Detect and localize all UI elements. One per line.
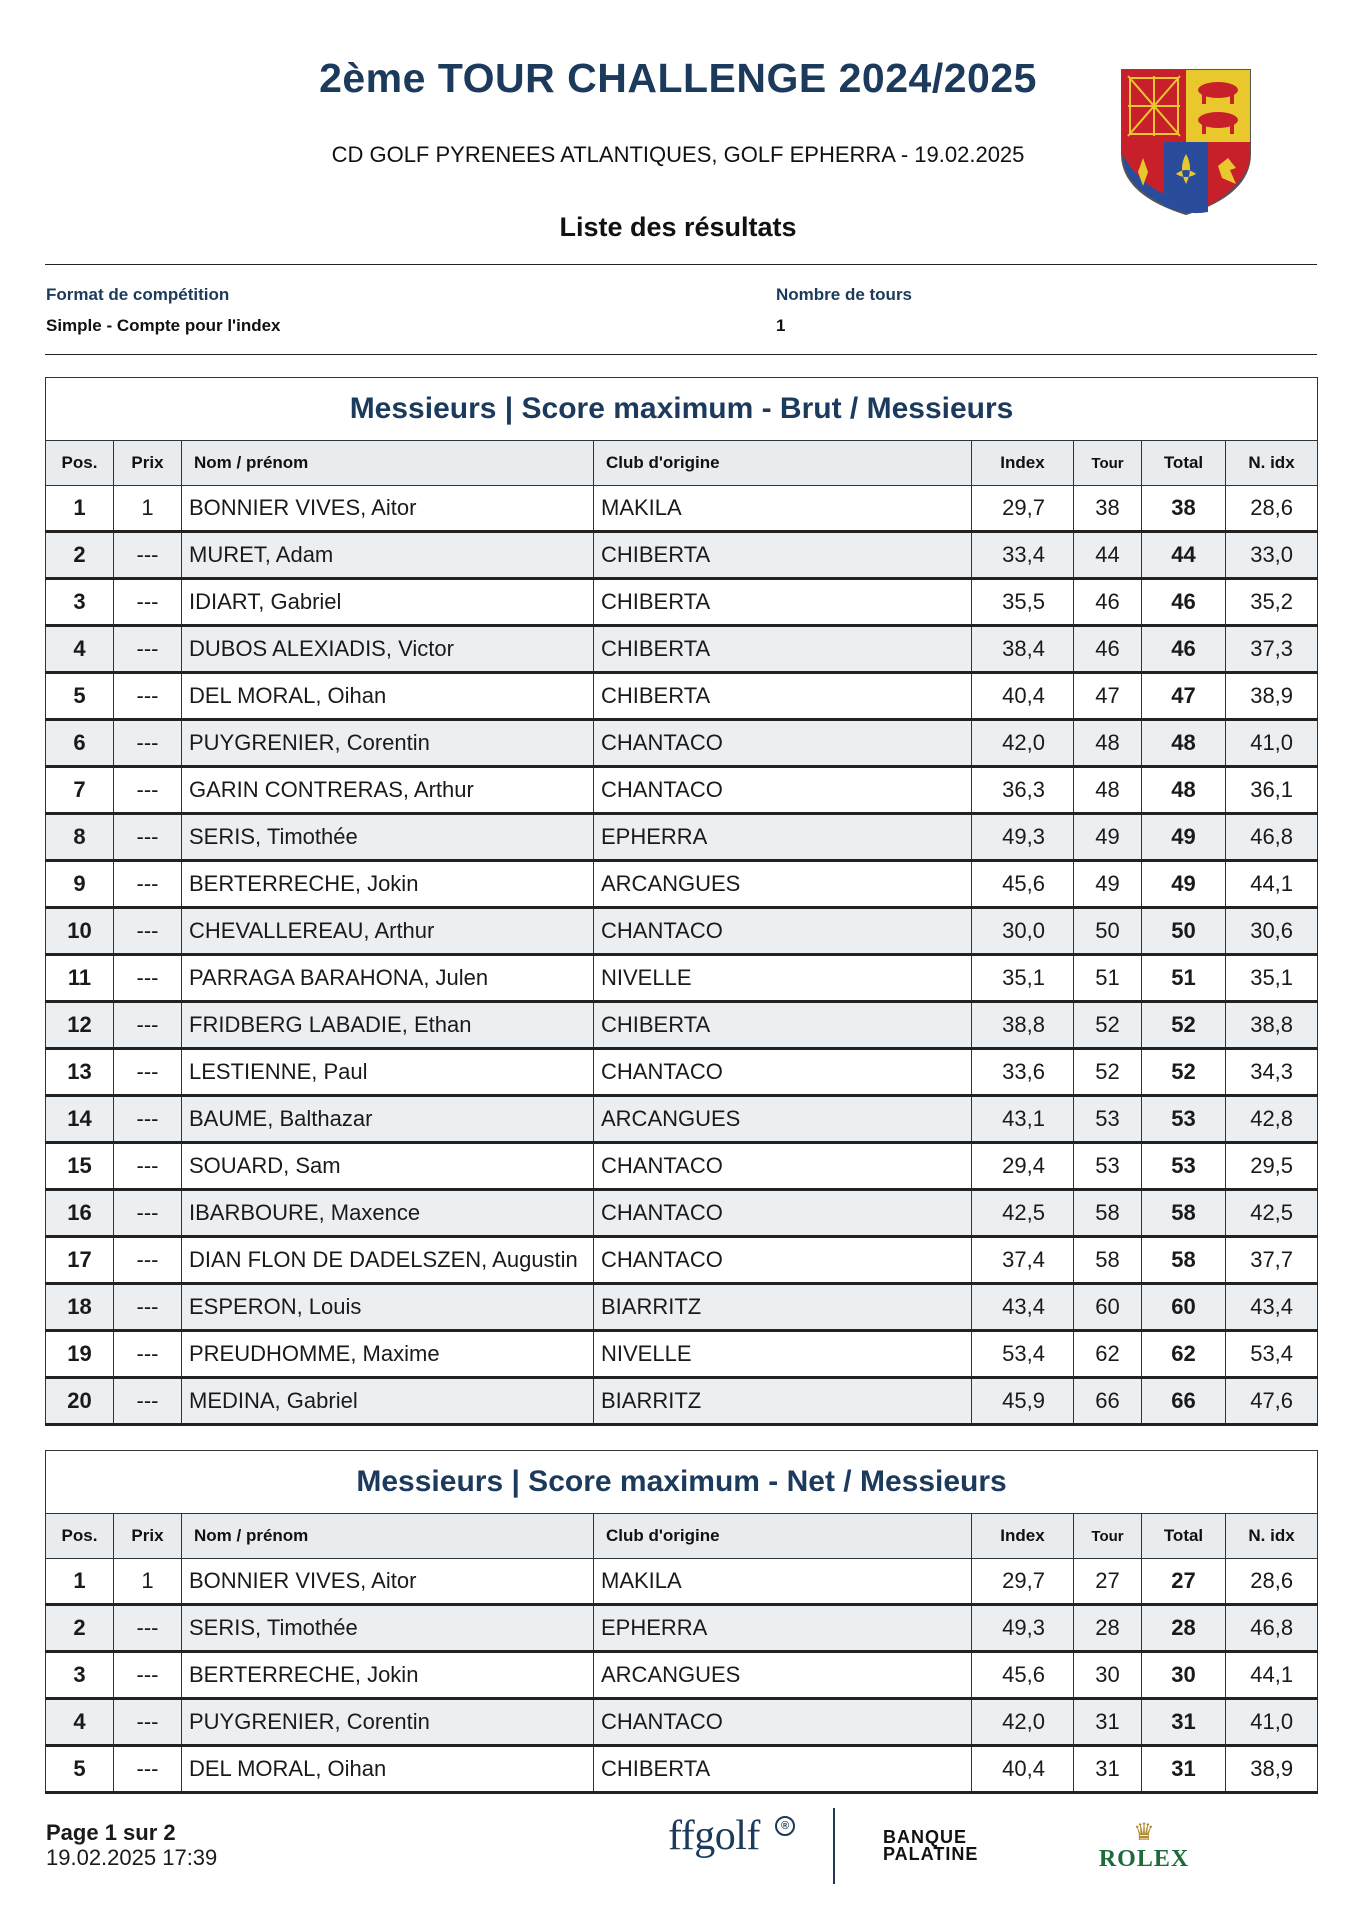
cell-prix: --- — [114, 720, 182, 767]
cell-tour: 49 — [1074, 861, 1142, 908]
cell-pos: 9 — [46, 861, 114, 908]
cell-nidx: 38,9 — [1226, 673, 1318, 720]
cell-prix: 1 — [114, 486, 182, 532]
cell-nom: BERTERRECHE, Jokin — [182, 861, 594, 908]
col-header-club: Club d'origine — [594, 1514, 972, 1559]
cell-prix: --- — [114, 1096, 182, 1143]
palatine-line1: BANQUE — [883, 1827, 968, 1847]
cell-tour: 30 — [1074, 1652, 1142, 1699]
cell-prix: --- — [114, 1143, 182, 1190]
cell-nom: DIAN FLON DE DADELSZEN, Augustin — [182, 1237, 594, 1284]
cell-tour: 53 — [1074, 1096, 1142, 1143]
cell-club: EPHERRA — [594, 814, 972, 861]
cell-index: 29,7 — [972, 486, 1074, 532]
cell-nom: BAUME, Balthazar — [182, 1096, 594, 1143]
rolex-logo — [1096, 1820, 1192, 1872]
cell-pos: 15 — [46, 1143, 114, 1190]
cell-club: CHANTACO — [594, 1049, 972, 1096]
cell-total: 46 — [1142, 579, 1226, 626]
cell-total: 66 — [1142, 1378, 1226, 1425]
cell-nidx: 44,1 — [1226, 861, 1318, 908]
cell-club: CHIBERTA — [594, 626, 972, 673]
table-row — [46, 1605, 1318, 1652]
cell-nidx: 43,4 — [1226, 1284, 1318, 1331]
cell-total: 27 — [1142, 1559, 1226, 1605]
cell-club: CHANTACO — [594, 908, 972, 955]
cell-nom: MURET, Adam — [182, 532, 594, 579]
cell-tour: 28 — [1074, 1605, 1142, 1652]
cell-prix: --- — [114, 1331, 182, 1378]
cell-club: BIARRITZ — [594, 1378, 972, 1425]
cell-tour: 52 — [1074, 1002, 1142, 1049]
ffgolf-logo: ffgolf — [668, 1813, 760, 1859]
cell-index: 42,5 — [972, 1190, 1074, 1237]
cell-index: 38,4 — [972, 626, 1074, 673]
cell-prix: --- — [114, 767, 182, 814]
cell-index: 42,0 — [972, 720, 1074, 767]
cell-nom: ESPERON, Louis — [182, 1284, 594, 1331]
cell-nidx: 47,6 — [1226, 1378, 1318, 1425]
table-row — [46, 1143, 1318, 1190]
col-header-index: Index — [972, 1514, 1074, 1559]
table-row — [46, 1237, 1318, 1284]
cell-nidx: 46,8 — [1226, 1605, 1318, 1652]
divider — [45, 264, 1317, 265]
cell-index: 53,4 — [972, 1331, 1074, 1378]
cell-total: 38 — [1142, 486, 1226, 532]
rounds-label: Nombre de tours — [776, 285, 913, 304]
cell-pos: 7 — [46, 767, 114, 814]
table-row — [46, 626, 1318, 673]
cell-total: 62 — [1142, 1331, 1226, 1378]
cell-total: 52 — [1142, 1002, 1226, 1049]
cell-prix: --- — [114, 626, 182, 673]
coat-of-arms-icon — [1118, 66, 1254, 218]
cell-pos: 20 — [46, 1378, 114, 1425]
cell-prix: --- — [114, 1699, 182, 1746]
cell-nidx: 35,2 — [1226, 579, 1318, 626]
cell-prix: --- — [114, 1237, 182, 1284]
cell-nidx: 34,3 — [1226, 1049, 1318, 1096]
cell-pos: 10 — [46, 908, 114, 955]
cell-pos: 1 — [46, 1559, 114, 1605]
col-header-prix: Prix — [114, 441, 182, 486]
cell-prix: --- — [114, 1284, 182, 1331]
cell-total: 49 — [1142, 861, 1226, 908]
cell-total: 48 — [1142, 767, 1226, 814]
cell-pos: 4 — [46, 1699, 114, 1746]
cell-nidx: 42,8 — [1226, 1096, 1318, 1143]
cell-total: 28 — [1142, 1605, 1226, 1652]
cell-nidx: 44,1 — [1226, 1652, 1318, 1699]
cell-index: 29,4 — [972, 1143, 1074, 1190]
cell-prix: --- — [114, 861, 182, 908]
table-row — [46, 1746, 1318, 1793]
cell-club: CHANTACO — [594, 767, 972, 814]
cell-index: 43,4 — [972, 1284, 1074, 1331]
cell-nidx: 36,1 — [1226, 767, 1318, 814]
table-row — [46, 532, 1318, 579]
cell-club: BIARRITZ — [594, 1284, 972, 1331]
table-row — [46, 579, 1318, 626]
cell-total: 60 — [1142, 1284, 1226, 1331]
cell-total: 31 — [1142, 1699, 1226, 1746]
cell-club: EPHERRA — [594, 1605, 972, 1652]
cell-index: 40,4 — [972, 1746, 1074, 1793]
cell-total: 50 — [1142, 908, 1226, 955]
cell-nidx: 41,0 — [1226, 720, 1318, 767]
table-row — [46, 720, 1318, 767]
cell-total: 58 — [1142, 1237, 1226, 1284]
table-row — [46, 1049, 1318, 1096]
cell-nidx: 42,5 — [1226, 1190, 1318, 1237]
table-row — [46, 908, 1318, 955]
cell-pos: 3 — [46, 579, 114, 626]
cell-prix: --- — [114, 1378, 182, 1425]
cell-total: 46 — [1142, 626, 1226, 673]
table-caption: Messieurs | Score maximum - Net / Messieurs — [46, 1451, 1318, 1514]
cell-tour: 58 — [1074, 1237, 1142, 1284]
cell-club: CHIBERTA — [594, 1746, 972, 1793]
cell-index: 49,3 — [972, 814, 1074, 861]
col-header-tour: Tour — [1074, 441, 1142, 486]
palatine-line2: PALATINE — [883, 1844, 979, 1864]
cell-nom: IBARBOURE, Maxence — [182, 1190, 594, 1237]
logo-separator — [833, 1808, 835, 1884]
cell-prix: --- — [114, 1746, 182, 1793]
col-header-pos: Pos. — [46, 1514, 114, 1559]
cell-tour: 44 — [1074, 532, 1142, 579]
cell-nom: BONNIER VIVES, Aitor — [182, 1559, 594, 1605]
cell-nidx: 28,6 — [1226, 486, 1318, 532]
cell-nidx: 35,1 — [1226, 955, 1318, 1002]
cell-index: 35,1 — [972, 955, 1074, 1002]
cell-nom: DUBOS ALEXIADIS, Victor — [182, 626, 594, 673]
cell-prix: --- — [114, 1652, 182, 1699]
cell-tour: 62 — [1074, 1331, 1142, 1378]
document-title: 2ème TOUR CHALLENGE 2024/2025 — [319, 55, 1037, 101]
cell-tour: 48 — [1074, 720, 1142, 767]
cell-index: 45,6 — [972, 1652, 1074, 1699]
cell-nom: LESTIENNE, Paul — [182, 1049, 594, 1096]
cell-index: 33,4 — [972, 532, 1074, 579]
cell-pos: 1 — [46, 486, 114, 532]
results-table-net — [45, 1450, 1318, 1794]
cell-tour: 51 — [1074, 955, 1142, 1002]
cell-club: CHANTACO — [594, 1237, 972, 1284]
cell-pos: 16 — [46, 1190, 114, 1237]
table-row — [46, 861, 1318, 908]
cell-index: 40,4 — [972, 673, 1074, 720]
divider — [45, 354, 1317, 355]
cell-pos: 2 — [46, 532, 114, 579]
cell-prix: --- — [114, 1190, 182, 1237]
cell-nom: SERIS, Timothée — [182, 814, 594, 861]
cell-tour: 49 — [1074, 814, 1142, 861]
table-caption: Messieurs | Score maximum - Brut / Messieurs — [46, 378, 1318, 441]
cell-pos: 6 — [46, 720, 114, 767]
cell-prix: --- — [114, 908, 182, 955]
cell-prix: --- — [114, 579, 182, 626]
cell-pos: 12 — [46, 1002, 114, 1049]
cell-index: 35,5 — [972, 579, 1074, 626]
cell-nidx: 28,6 — [1226, 1559, 1318, 1605]
table-row — [46, 486, 1318, 532]
cell-nom: PREUDHOMME, Maxime — [182, 1331, 594, 1378]
cell-tour: 27 — [1074, 1559, 1142, 1605]
cell-club: ARCANGUES — [594, 1096, 972, 1143]
cell-pos: 18 — [46, 1284, 114, 1331]
cell-prix: --- — [114, 1049, 182, 1096]
cell-nom: FRIDBERG LABADIE, Ethan — [182, 1002, 594, 1049]
col-header-tour: Tour — [1074, 1514, 1142, 1559]
cell-nidx: 29,5 — [1226, 1143, 1318, 1190]
cell-total: 31 — [1142, 1746, 1226, 1793]
cell-index: 42,0 — [972, 1699, 1074, 1746]
cell-nom: SERIS, Timothée — [182, 1605, 594, 1652]
col-header-total: Total — [1142, 441, 1226, 486]
cell-club: MAKILA — [594, 1559, 972, 1605]
cell-club: CHIBERTA — [594, 1002, 972, 1049]
cell-pos: 19 — [46, 1331, 114, 1378]
cell-tour: 31 — [1074, 1699, 1142, 1746]
table-row — [46, 1190, 1318, 1237]
cell-total: 47 — [1142, 673, 1226, 720]
cell-pos: 5 — [46, 673, 114, 720]
format-label: Format de compétition — [46, 285, 230, 304]
cell-prix: --- — [114, 1605, 182, 1652]
table-row — [46, 1331, 1318, 1378]
rolex-wordmark: ROLEX — [1098, 1846, 1190, 1872]
col-header-club: Club d'origine — [594, 441, 972, 486]
results-table-brut — [45, 377, 1318, 1426]
crown-icon: ♛ — [1133, 1819, 1155, 1846]
cell-pos: 17 — [46, 1237, 114, 1284]
cell-nidx: 37,7 — [1226, 1237, 1318, 1284]
cell-tour: 46 — [1074, 626, 1142, 673]
cell-club: CHANTACO — [594, 720, 972, 767]
cell-nom: DEL MORAL, Oihan — [182, 673, 594, 720]
cell-prix: --- — [114, 955, 182, 1002]
page-number: Page 1 sur 2 — [46, 1820, 176, 1845]
cell-index: 29,7 — [972, 1559, 1074, 1605]
table-row — [46, 673, 1318, 720]
cell-tour: 58 — [1074, 1190, 1142, 1237]
cell-total: 49 — [1142, 814, 1226, 861]
cell-tour: 60 — [1074, 1284, 1142, 1331]
cell-nom: MEDINA, Gabriel — [182, 1378, 594, 1425]
cell-total: 53 — [1142, 1096, 1226, 1143]
cell-tour: 52 — [1074, 1049, 1142, 1096]
cell-club: CHIBERTA — [594, 532, 972, 579]
cell-club: NIVELLE — [594, 1331, 972, 1378]
rounds-value: 1 — [776, 316, 786, 335]
col-header-prix: Prix — [114, 1514, 182, 1559]
cell-tour: 53 — [1074, 1143, 1142, 1190]
table-row — [46, 1559, 1318, 1605]
cell-club: CHANTACO — [594, 1143, 972, 1190]
col-header-pos: Pos. — [46, 441, 114, 486]
cell-club: ARCANGUES — [594, 861, 972, 908]
cell-nidx: 30,6 — [1226, 908, 1318, 955]
table-row — [46, 814, 1318, 861]
col-header-total: Total — [1142, 1514, 1226, 1559]
cell-tour: 50 — [1074, 908, 1142, 955]
cell-pos: 14 — [46, 1096, 114, 1143]
cell-index: 45,6 — [972, 861, 1074, 908]
cell-total: 51 — [1142, 955, 1226, 1002]
cell-club: CHIBERTA — [594, 579, 972, 626]
col-header-nidx: N. idx — [1226, 441, 1318, 486]
cell-nidx: 33,0 — [1226, 532, 1318, 579]
cell-index: 43,1 — [972, 1096, 1074, 1143]
cell-index: 37,4 — [972, 1237, 1074, 1284]
cell-nom: PUYGRENIER, Corentin — [182, 1699, 594, 1746]
cell-nidx: 46,8 — [1226, 814, 1318, 861]
cell-prix: 1 — [114, 1559, 182, 1605]
col-header-index: Index — [972, 441, 1074, 486]
col-header-nom: Nom / prénom — [182, 1514, 594, 1559]
cell-pos: 2 — [46, 1605, 114, 1652]
cell-nom: PARRAGA BARAHONA, Julen — [182, 955, 594, 1002]
cell-pos: 8 — [46, 814, 114, 861]
cell-prix: --- — [114, 814, 182, 861]
cell-nidx: 38,9 — [1226, 1746, 1318, 1793]
cell-total: 58 — [1142, 1190, 1226, 1237]
cell-index: 38,8 — [972, 1002, 1074, 1049]
cell-nidx: 37,3 — [1226, 626, 1318, 673]
table-row — [46, 955, 1318, 1002]
cell-nom: SOUARD, Sam — [182, 1143, 594, 1190]
cell-club: CHANTACO — [594, 1190, 972, 1237]
cell-total: 44 — [1142, 532, 1226, 579]
document-subtitle: CD GOLF PYRENEES ATLANTIQUES, GOLF EPHERRA - 19.02.2025 — [331, 142, 1025, 167]
cell-tour: 46 — [1074, 579, 1142, 626]
cell-club: CHANTACO — [594, 1699, 972, 1746]
cell-club: NIVELLE — [594, 955, 972, 1002]
cell-total: 48 — [1142, 720, 1226, 767]
cell-tour: 47 — [1074, 673, 1142, 720]
cell-nidx: 53,4 — [1226, 1331, 1318, 1378]
document-type-heading: Liste des résultats — [559, 212, 797, 242]
table-row — [46, 1378, 1318, 1425]
cell-tour: 66 — [1074, 1378, 1142, 1425]
registered-mark-icon: ® — [775, 1816, 795, 1836]
cell-nom: IDIART, Gabriel — [182, 579, 594, 626]
cell-tour: 48 — [1074, 767, 1142, 814]
cell-nidx: 41,0 — [1226, 1699, 1318, 1746]
cell-total: 52 — [1142, 1049, 1226, 1096]
cell-nom: BERTERRECHE, Jokin — [182, 1652, 594, 1699]
format-value: Simple - Compte pour l'index — [46, 316, 281, 335]
cell-index: 36,3 — [972, 767, 1074, 814]
table-row — [46, 1652, 1318, 1699]
cell-nom: BONNIER VIVES, Aitor — [182, 486, 594, 532]
banque-palatine-logo — [883, 1829, 978, 1863]
col-header-nidx: N. idx — [1226, 1514, 1318, 1559]
cell-prix: --- — [114, 673, 182, 720]
cell-nom: PUYGRENIER, Corentin — [182, 720, 594, 767]
cell-nom: CHEVALLEREAU, Arthur — [182, 908, 594, 955]
cell-index: 33,6 — [972, 1049, 1074, 1096]
cell-tour: 38 — [1074, 486, 1142, 532]
cell-prix: --- — [114, 532, 182, 579]
cell-total: 53 — [1142, 1143, 1226, 1190]
cell-nom: GARIN CONTRERAS, Arthur — [182, 767, 594, 814]
print-timestamp: 19.02.2025 17:39 — [46, 1845, 218, 1870]
cell-total: 30 — [1142, 1652, 1226, 1699]
cell-pos: 3 — [46, 1652, 114, 1699]
cell-club: ARCANGUES — [594, 1652, 972, 1699]
cell-index: 45,9 — [972, 1378, 1074, 1425]
cell-prix: --- — [114, 1002, 182, 1049]
table-row — [46, 1284, 1318, 1331]
cell-pos: 5 — [46, 1746, 114, 1793]
table-row — [46, 1699, 1318, 1746]
cell-index: 49,3 — [972, 1605, 1074, 1652]
table-row — [46, 1096, 1318, 1143]
cell-pos: 13 — [46, 1049, 114, 1096]
table-row — [46, 767, 1318, 814]
cell-index: 30,0 — [972, 908, 1074, 955]
col-header-nom: Nom / prénom — [182, 441, 594, 486]
cell-club: MAKILA — [594, 486, 972, 532]
cell-nidx: 38,8 — [1226, 1002, 1318, 1049]
table-row — [46, 1002, 1318, 1049]
cell-club: CHIBERTA — [594, 673, 972, 720]
cell-nom: DEL MORAL, Oihan — [182, 1746, 594, 1793]
cell-tour: 31 — [1074, 1746, 1142, 1793]
cell-pos: 4 — [46, 626, 114, 673]
cell-pos: 11 — [46, 955, 114, 1002]
